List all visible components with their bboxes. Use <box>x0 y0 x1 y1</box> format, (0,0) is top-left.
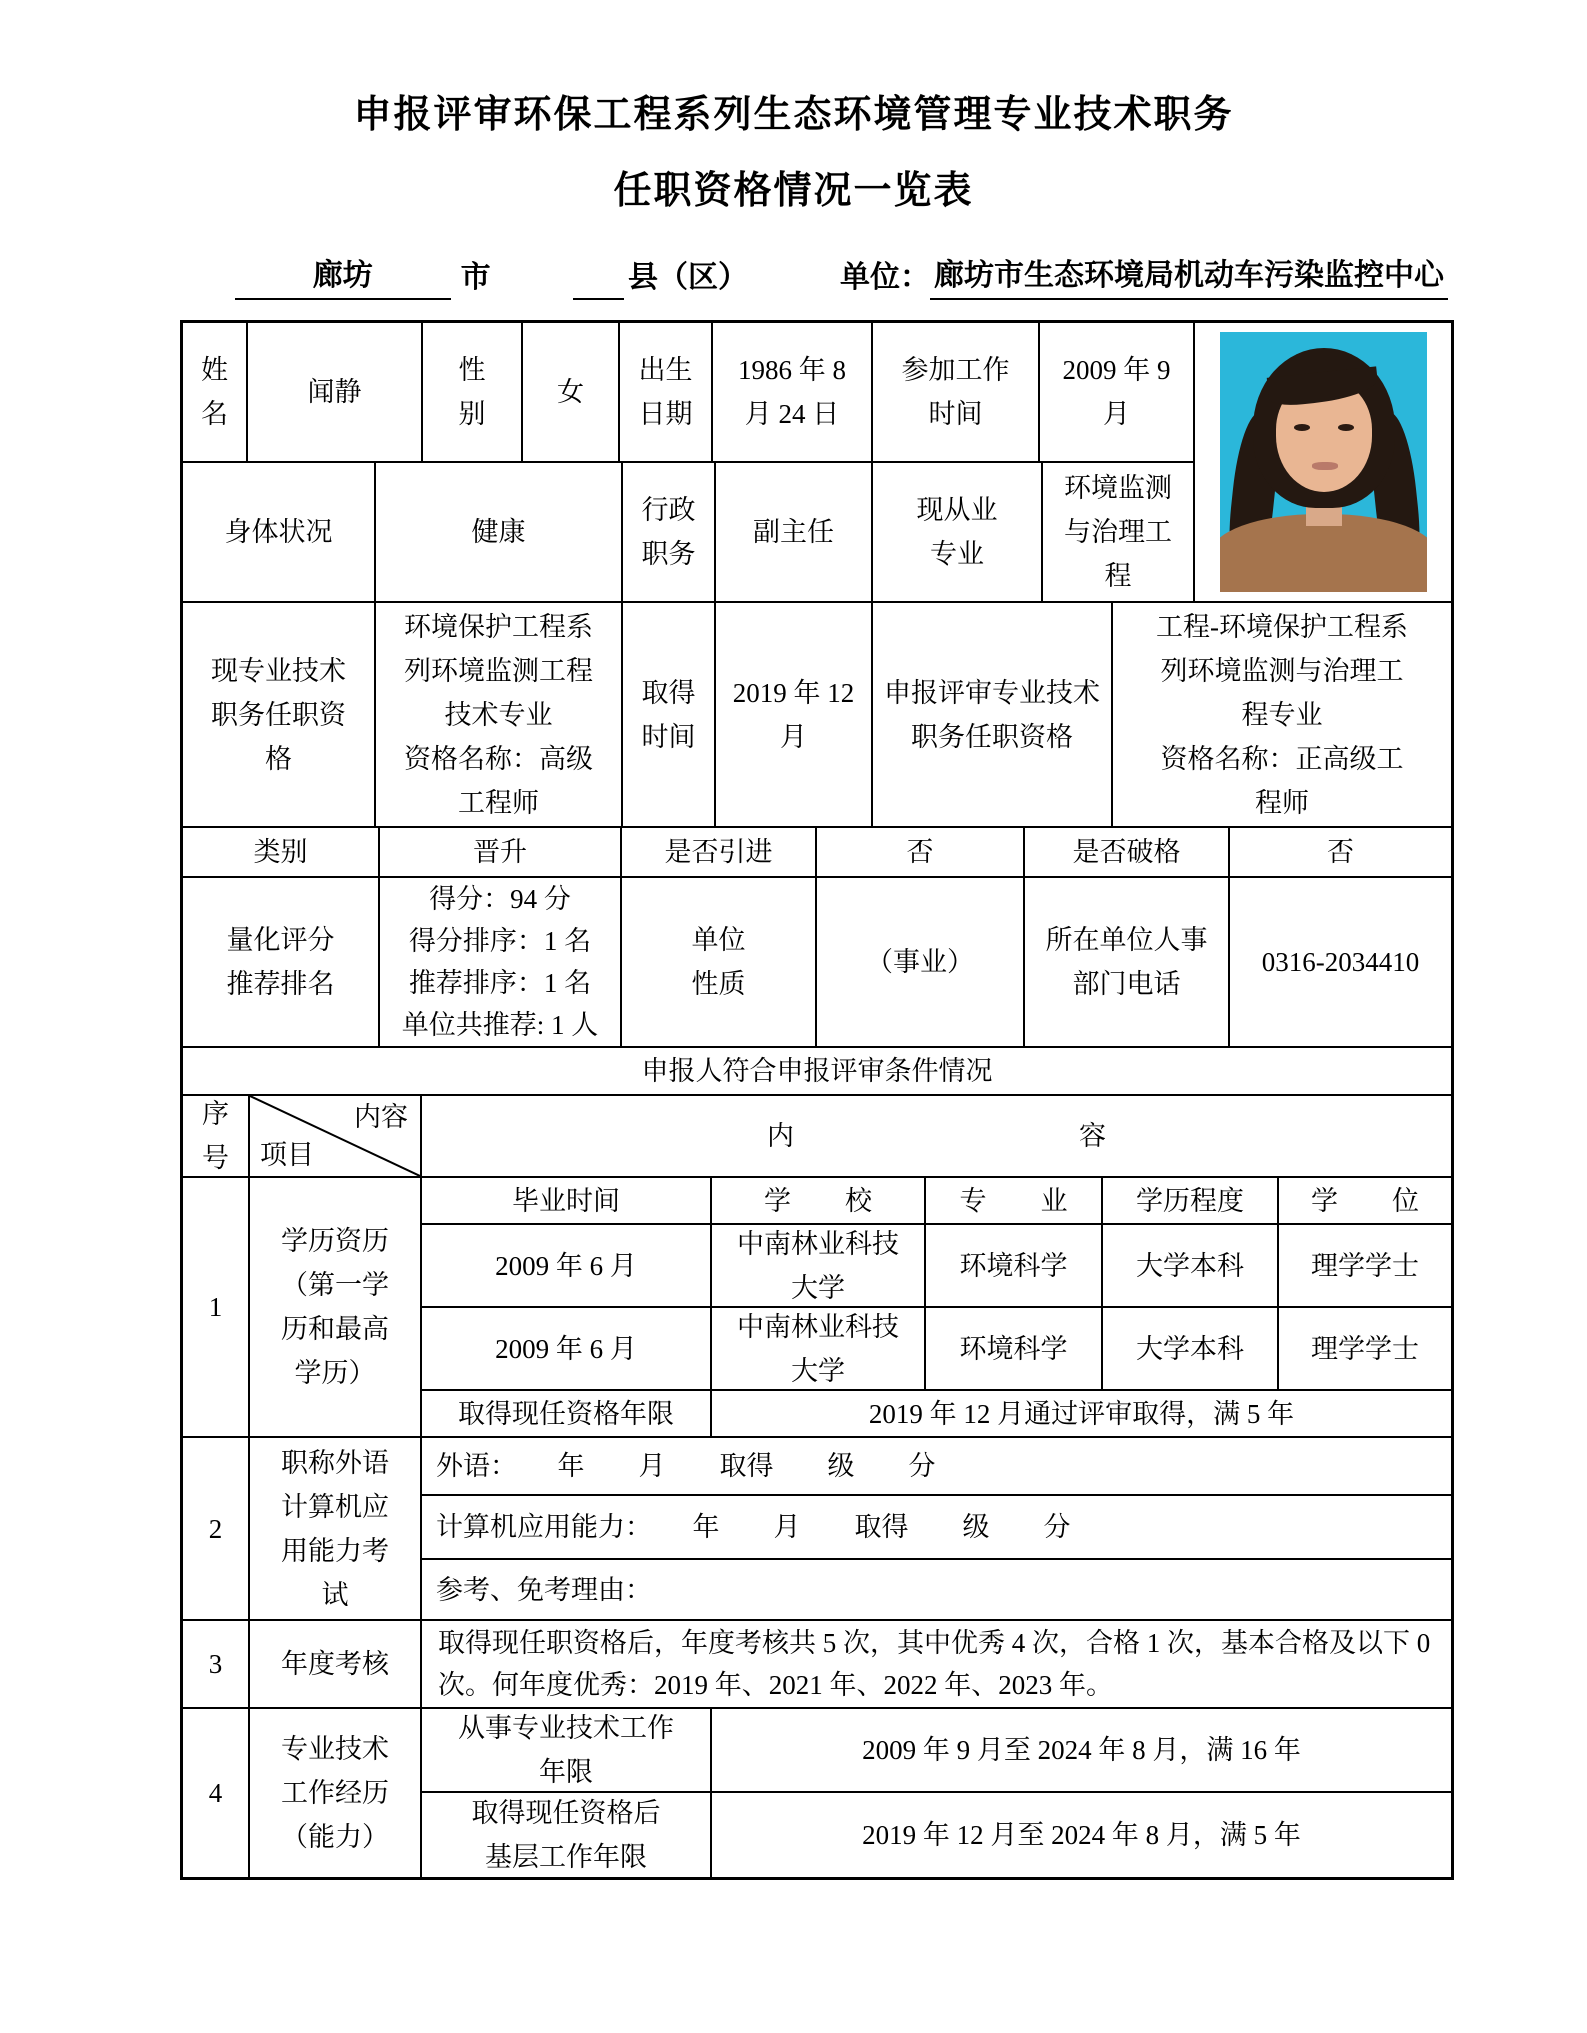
edu-header-degree-level-cell <box>1103 1178 1279 1225</box>
exemption-line: 参考、免考理由： <box>436 1574 652 1605</box>
health-label: 身体状况 <box>224 517 333 547</box>
experience-row <box>422 1793 1451 1877</box>
section1-label: 学历资历（第一学历和最高学历） <box>281 1226 389 1388</box>
foreign-language-row <box>422 1438 1451 1496</box>
unit-type-value: （事业） <box>866 947 974 977</box>
content-header-char1: 内 <box>767 1121 794 1151</box>
edu1-degree-level: 大学本科 <box>1136 1250 1244 1281</box>
current-qual-label-cell <box>183 603 376 828</box>
experience-row <box>422 1709 1451 1793</box>
edu-header-major-cell <box>926 1178 1103 1225</box>
section4-label: 专业技术工作经历（能力） <box>281 1734 389 1852</box>
section2-number: 2 <box>208 1513 223 1544</box>
work-years-value-cell <box>712 1709 1451 1793</box>
conditions-header: 申报人符合申报评审条件情况 <box>641 1056 993 1086</box>
computer-skill-cell <box>422 1496 1451 1560</box>
content-header-cell <box>422 1096 1451 1178</box>
edu-header-major: 专 业 <box>959 1185 1068 1216</box>
health-label-cell <box>183 463 376 603</box>
location-line <box>180 254 1448 300</box>
section1-label-cell <box>250 1178 422 1438</box>
section-assessment <box>183 1621 1451 1709</box>
unit-total-recommend: 单位共推荐: 1 人 <box>401 1010 599 1040</box>
tenure-label-cell <box>422 1391 712 1438</box>
basic-row-2 <box>183 463 1193 603</box>
foreign-language-cell <box>422 1438 1451 1496</box>
city-field: 廊坊 <box>235 254 451 300</box>
edu-header-degree-level: 学历程度 <box>1136 1185 1244 1216</box>
score-rank: 得分排序：1 名 <box>408 926 592 956</box>
document-title-line1: 申报评审环保工程系列生态环境管理专业技术职务 <box>353 94 1234 136</box>
score-row <box>183 878 1451 1048</box>
section2-number-cell <box>183 1438 250 1621</box>
section-exams <box>183 1438 1451 1621</box>
basic-row-1 <box>183 323 1193 463</box>
edu-header-school-cell <box>712 1178 926 1225</box>
county-unit-label: 县（区） <box>628 261 748 294</box>
base-years-value: 2019 年 12 月至 2024 年 8 月，满 5 年 <box>862 1820 1301 1850</box>
edu1-school: 中南林业科技大学 <box>737 1228 899 1303</box>
current-qual-series: 环境保护工程系列环境监测工程技术专业 <box>404 611 593 730</box>
section3-number-cell <box>183 1621 250 1709</box>
conditions-header-row <box>183 1048 1451 1096</box>
eye-left-shape <box>1294 424 1310 431</box>
section-education <box>183 1178 1451 1438</box>
eye-right-shape <box>1338 424 1354 431</box>
category-value: 晋升 <box>473 837 527 867</box>
work-years-label-cell <box>422 1709 712 1793</box>
edu1-grad-time: 2009 年 6 月 <box>495 1250 637 1281</box>
computer-skill-line: 计算机应用能力： 年 月 取得 级 分 <box>436 1512 1071 1542</box>
name-value-cell <box>248 323 423 463</box>
edu2-grad-time: 2009 年 6 月 <box>495 1333 637 1364</box>
qualification-table <box>180 320 1454 1880</box>
join-value: 2009 年 9 月 <box>1062 355 1171 429</box>
apply-qual-series: 工程-环境保护工程系列环境监测与治理工程专业 <box>1156 611 1408 730</box>
education-data-row <box>422 1308 1451 1391</box>
join-value-cell <box>1040 323 1193 463</box>
edu2-degree-level-cell <box>1103 1308 1279 1391</box>
phone-value: 0316-2034410 <box>1261 947 1420 977</box>
obtain-time-label: 取得时间 <box>641 677 696 752</box>
gender-label-cell <box>423 323 523 463</box>
id-photo <box>1220 332 1427 592</box>
obtain-time-value-cell <box>716 603 873 828</box>
edu2-grad-time-cell <box>422 1308 712 1391</box>
birth-label: 出生日期 <box>638 355 693 429</box>
edu2-school-cell <box>712 1308 926 1391</box>
matrix-header-row <box>183 1096 1451 1178</box>
obtain-time-value: 2019 年 12 月 <box>732 677 855 752</box>
admin-value-cell <box>716 463 873 603</box>
current-qual-name: 资格名称：高级工程师 <box>404 743 593 818</box>
assessment-text-cell <box>422 1621 1451 1709</box>
score-value: 得分：94 分 <box>429 884 571 914</box>
category-label: 类别 <box>253 837 308 867</box>
section1-number-cell <box>183 1178 250 1438</box>
edu1-degree-level-cell <box>1103 1225 1279 1308</box>
education-data-row <box>422 1225 1451 1308</box>
occupation-value-cell <box>1043 463 1193 603</box>
breakthrough-label: 是否破格 <box>1072 837 1181 867</box>
exemption-row <box>422 1560 1451 1621</box>
category-label-cell <box>183 828 380 878</box>
work-years-value: 2009 年 9 月至 2024 年 8 月，满 16 年 <box>862 1735 1301 1765</box>
phone-value-cell <box>1230 878 1451 1048</box>
base-years-label-cell <box>422 1793 712 1877</box>
edu2-major: 环境科学 <box>959 1333 1068 1364</box>
unit-type-label-cell <box>622 878 817 1048</box>
section3-label-cell <box>250 1621 422 1709</box>
gender-value: 女 <box>557 377 584 407</box>
diagonal-corner-cell <box>250 1096 422 1178</box>
mouth-shape <box>1312 462 1338 470</box>
edu1-grad-time-cell <box>422 1225 712 1308</box>
apply-qual-label: 申报评审专业技术职务任职资格 <box>884 677 1100 752</box>
apply-qual-name: 资格名称：正高级工程师 <box>1160 743 1404 818</box>
health-value-cell <box>376 463 623 603</box>
edu-header-grad-time: 毕业时间 <box>512 1185 620 1216</box>
category-row <box>183 828 1451 878</box>
edu1-degree: 理学学士 <box>1311 1250 1419 1281</box>
edu1-major-cell <box>926 1225 1103 1308</box>
import-label-cell <box>622 828 817 878</box>
qualification-row <box>183 603 1451 828</box>
import-label: 是否引进 <box>664 837 773 867</box>
tenure-label: 取得现任资格年限 <box>458 1398 674 1429</box>
breakthrough-value-cell <box>1230 828 1451 878</box>
corner-top-label: 内容 <box>354 1102 408 1132</box>
corner-bottom-label: 项目 <box>260 1140 314 1170</box>
photo-cell <box>1193 323 1451 603</box>
education-header-row <box>422 1178 1451 1225</box>
edu2-degree-cell <box>1279 1308 1451 1391</box>
assessment-text: 取得现任职资格后，年度考核共 5 次，其中优秀 4 次，合格 1 次，基本合格及以下 0 次。何年度优秀：2019 年、2021 年、2022 年、2023 年。 <box>438 1628 1431 1700</box>
section4-number: 4 <box>208 1778 223 1808</box>
foreign-language-line: 外语： 年 月 取得 级 分 <box>436 1451 936 1481</box>
edu-header-grad-time-cell <box>422 1178 712 1225</box>
obtain-time-label-cell <box>623 603 716 828</box>
occupation-value: 环境监测与治理工程 <box>1064 473 1172 591</box>
import-value-cell <box>817 828 1025 878</box>
unit-type-value-cell <box>817 878 1025 1048</box>
edu1-degree-cell <box>1279 1225 1451 1308</box>
gender-label: 性别 <box>458 355 486 429</box>
category-value-cell <box>380 828 622 878</box>
document-title-line2: 任职资格情况一览表 <box>613 170 974 212</box>
edu-header-degree-cell <box>1279 1178 1451 1225</box>
seq-header-label: 序号 <box>202 1099 229 1173</box>
score-detail-cell <box>380 878 622 1048</box>
name-value: 闻静 <box>307 377 362 407</box>
section4-label-cell <box>250 1709 422 1877</box>
birth-value-cell <box>713 323 873 463</box>
section3-label: 年度考核 <box>281 1649 389 1679</box>
gender-value-cell <box>523 323 620 463</box>
base-years-label: 取得现任资格后基层工作年限 <box>471 1798 661 1872</box>
section4-number-cell <box>183 1709 250 1877</box>
current-qual-label: 现专业技术职务任职资格 <box>211 655 346 774</box>
current-qual-value-cell <box>376 603 623 828</box>
edu2-major-cell <box>926 1308 1103 1391</box>
seq-header-cell <box>183 1096 250 1178</box>
edu2-school: 中南林业科技大学 <box>737 1311 899 1386</box>
section2-label: 职称外语计算机应用能力考试 <box>281 1447 389 1610</box>
admin-label-cell <box>623 463 716 603</box>
join-label-cell <box>873 323 1040 463</box>
edu-header-degree: 学 位 <box>1311 1185 1419 1216</box>
computer-skill-row <box>422 1496 1451 1560</box>
unit-name: 廊坊市生态环境局机动车污染监控中心 <box>930 254 1448 300</box>
section3-number: 3 <box>208 1649 223 1679</box>
edu2-degree-level: 大学本科 <box>1136 1333 1244 1364</box>
section1-number: 1 <box>208 1292 223 1322</box>
city-unit-label: 市 <box>460 261 491 294</box>
admin-label: 行政职务 <box>641 495 696 569</box>
section-experience <box>183 1709 1451 1877</box>
exemption-cell <box>422 1560 1451 1621</box>
health-value: 健康 <box>471 517 526 547</box>
birth-label-cell <box>620 323 713 463</box>
work-years-label: 从事专业技术工作年限 <box>458 1713 674 1787</box>
breakthrough-label-cell <box>1025 828 1230 878</box>
recommend-rank: 推荐排序：1 名 <box>408 968 592 998</box>
score-label-cell <box>183 878 380 1048</box>
import-value: 否 <box>906 837 934 867</box>
apply-qual-value-cell <box>1113 603 1451 828</box>
conditions-header-cell <box>183 1048 1451 1096</box>
edu1-major: 环境科学 <box>959 1250 1068 1281</box>
name-label-cell <box>183 323 248 463</box>
tenure-value: 2019 年 12 月通过评审取得，满 5 年 <box>868 1398 1295 1429</box>
unit-label: 单位： <box>840 261 930 294</box>
assessment-row <box>422 1621 1451 1709</box>
tenure-value-cell <box>712 1391 1451 1438</box>
edu2-degree: 理学学士 <box>1311 1333 1419 1364</box>
breakthrough-value: 否 <box>1327 837 1354 867</box>
phone-label: 所在单位人事部门电话 <box>1045 925 1208 999</box>
score-label: 量化评分推荐排名 <box>226 925 335 999</box>
admin-value: 副主任 <box>753 517 834 547</box>
section2-label-cell <box>250 1438 422 1621</box>
edu1-school-cell <box>712 1225 926 1308</box>
apply-qual-label-cell <box>873 603 1113 828</box>
phone-label-cell <box>1025 878 1230 1048</box>
content-header <box>422 1114 1451 1158</box>
occupation-label-cell <box>873 463 1043 603</box>
content-header-char2: 容 <box>1079 1121 1106 1151</box>
occupation-label: 现从业专业 <box>916 495 998 569</box>
county-blank-field <box>573 256 624 300</box>
base-years-value-cell <box>712 1793 1451 1877</box>
birth-value: 1986 年 8 月 24 日 <box>738 355 846 429</box>
tenure-row <box>422 1391 1451 1438</box>
unit-type-label: 单位性质 <box>691 925 746 999</box>
name-label: 姓名 <box>201 355 228 429</box>
join-label: 参加工作时间 <box>901 355 1010 429</box>
basic-info-group <box>183 323 1451 603</box>
edu-header-school: 学 校 <box>764 1185 872 1216</box>
